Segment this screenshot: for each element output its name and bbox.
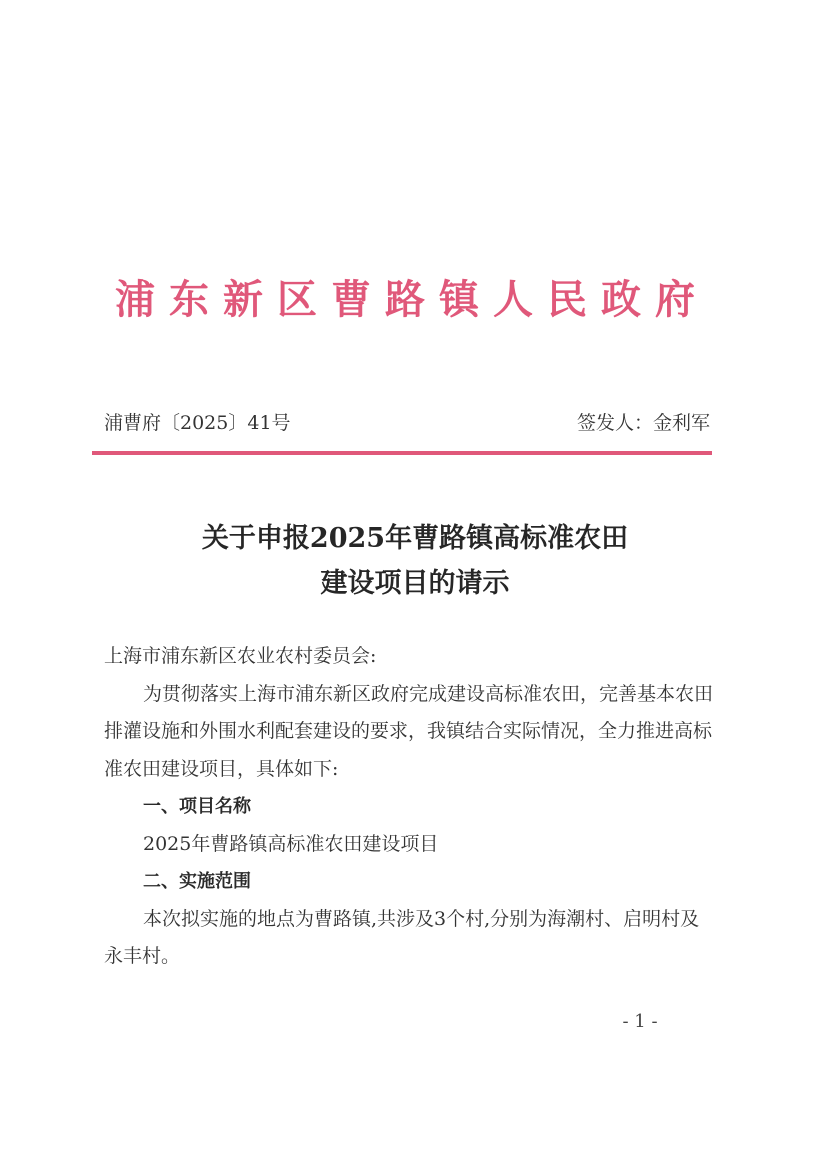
project-name-text: 2025年曹路镇高标准农田建设项目 (143, 832, 439, 855)
title-line-1: 关于申报2025年曹路镇高标准农田 (201, 523, 629, 554)
signer: 签发人：金利军 (576, 412, 710, 434)
page-number: - 1 - (622, 1011, 658, 1032)
red-divider-line (92, 451, 712, 455)
document-body (104, 638, 716, 976)
document-title (80, 516, 750, 606)
title-line-2: 建设项目的请示 (320, 568, 510, 599)
section-heading-scope: 二、实施范围 (143, 871, 251, 892)
intro-paragraph: 为贯彻落实上海市浦东新区政府完成建设高标准农田，完善基本农田排灌设施和外围水利配套建设的要求，我镇结合实际情况，全力推进高标准农田建设项目，具体如下: (104, 682, 714, 780)
addressee: 上海市浦东新区农业农村委员会: (104, 645, 377, 667)
section-heading-project-name: 一、项目名称 (143, 796, 251, 817)
document-number: 浦曹府〔2025〕41号 (104, 412, 291, 434)
issuer-header: 浦东新区曹路镇人民政府 (115, 276, 709, 323)
document-meta-row (104, 408, 710, 438)
scope-paragraph: 本次拟实施的地点为曹路镇,共涉及3个村,分别为海潮村、启明村及永丰村。 (104, 907, 700, 967)
